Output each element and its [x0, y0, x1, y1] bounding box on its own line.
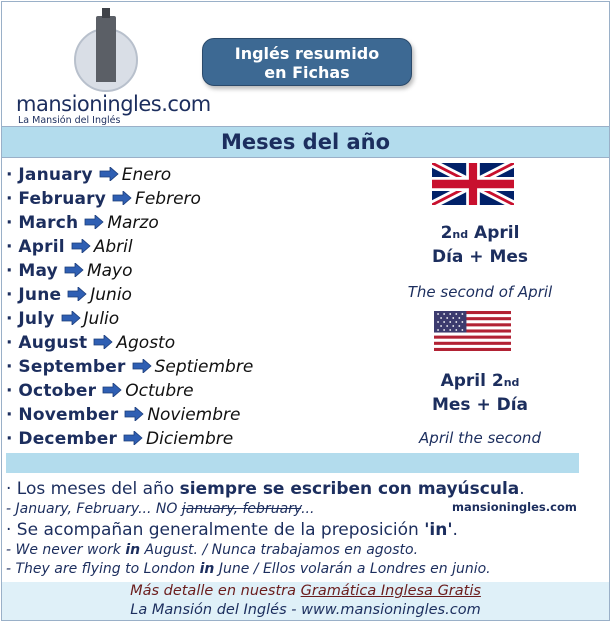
arrow-right-icon	[99, 167, 119, 181]
note-text: - We never work	[6, 542, 126, 558]
us-flag-icon	[434, 311, 511, 351]
month-row	[6, 379, 336, 403]
month-en: June	[18, 285, 62, 305]
note-emphasis: in	[125, 542, 141, 558]
note-text: · Los meses del año	[6, 479, 180, 499]
footer-text: Más detalle en nuestra	[130, 583, 301, 599]
bullet: ·	[6, 165, 19, 185]
bullet: ·	[6, 309, 19, 329]
note-text: August. / Nunca trabajamos en agosto.	[140, 542, 419, 558]
us-order: Mes + Día	[431, 395, 529, 415]
bullet: ·	[6, 429, 19, 449]
month-es: Abril	[93, 237, 133, 257]
page-title: Meses del año	[2, 126, 609, 158]
arrow-right-icon	[132, 359, 152, 373]
arrow-right-icon	[123, 431, 143, 445]
month-en: September	[18, 357, 126, 377]
month-row	[6, 259, 336, 283]
us-date	[380, 370, 580, 416]
note-text: .	[519, 479, 525, 499]
note-example-2	[6, 560, 606, 579]
bullet: ·	[6, 189, 19, 209]
note-strikethrough: january, february	[181, 501, 302, 517]
month-es: Enero	[121, 165, 172, 185]
note-text: - They are flying to London	[6, 561, 200, 577]
month-row	[6, 211, 336, 235]
month-en: December	[18, 429, 118, 449]
us-date-month: April	[440, 371, 486, 391]
logo[interactable]	[8, 10, 211, 126]
uk-date-sup: nd	[452, 228, 469, 241]
footer	[2, 582, 609, 620]
pill-line-1: Inglés resumido	[234, 44, 380, 63]
month-es: Diciembre	[146, 429, 234, 449]
month-en: October	[18, 381, 97, 401]
bullet: ·	[6, 333, 19, 353]
us-date-line	[380, 370, 580, 394]
month-row	[6, 403, 336, 427]
pill-line-2: en Fichas	[264, 63, 350, 82]
month-en: November	[18, 405, 119, 425]
note-emphasis: siempre se escriben con mayúscula	[179, 479, 520, 499]
tower-logo-icon	[74, 28, 138, 92]
grammar-link[interactable]: Gramática Inglesa Gratis	[300, 583, 481, 599]
note-text: .	[452, 520, 458, 540]
brand-name: mansioningles.com	[16, 92, 211, 116]
arrow-right-icon	[93, 335, 113, 349]
month-es: Octubre	[125, 381, 194, 401]
uk-reading: The second of April	[407, 283, 553, 301]
month-es: Mayo	[86, 261, 133, 281]
month-en: May	[18, 261, 58, 281]
month-en: August	[18, 333, 88, 353]
arrow-right-icon	[124, 407, 144, 421]
note-preposition	[6, 519, 606, 541]
month-row	[6, 307, 336, 331]
month-es: Junio	[90, 285, 132, 305]
notes	[6, 478, 606, 579]
arrow-right-icon	[84, 215, 104, 229]
arrow-right-icon	[71, 239, 91, 253]
month-en: February	[18, 189, 107, 209]
note-text: June / Ellos volarán a Londres en junio.	[214, 561, 491, 577]
month-es: Marzo	[107, 213, 159, 233]
uk-date-month: April	[474, 223, 520, 243]
arrow-right-icon	[67, 287, 87, 301]
bullet: ·	[6, 261, 19, 281]
month-en: March	[18, 213, 79, 233]
month-en: July	[18, 309, 55, 329]
month-es: Julio	[83, 309, 120, 329]
month-row	[6, 235, 336, 259]
month-row	[6, 355, 336, 379]
month-row	[6, 283, 336, 307]
header-pill	[202, 38, 412, 86]
month-en: January	[18, 165, 93, 185]
uk-date-line	[380, 222, 580, 246]
footer-line-1	[2, 582, 609, 601]
watermark-site: mansioningles.com	[452, 500, 577, 514]
month-en: April	[18, 237, 65, 257]
us-reading: April the second	[419, 429, 541, 447]
bullet: ·	[6, 237, 19, 257]
arrow-right-icon	[102, 383, 122, 397]
month-es: Noviembre	[147, 405, 241, 425]
bullet: ·	[6, 405, 19, 425]
month-row	[6, 187, 336, 211]
uk-flag-icon	[432, 163, 514, 205]
brand-tagline: La Mansión del Inglés	[18, 115, 121, 126]
uk-order: Día + Mes	[431, 247, 529, 267]
us-date-sup: nd	[503, 376, 520, 389]
uk-date	[380, 222, 580, 268]
arrow-right-icon	[61, 311, 81, 325]
month-es: Agosto	[116, 333, 176, 353]
bullet: ·	[6, 213, 19, 233]
note-emphasis: in	[199, 561, 215, 577]
bullet: ·	[6, 357, 19, 377]
month-row	[6, 163, 336, 187]
us-date-num: 2	[491, 371, 504, 391]
note-example-1	[6, 541, 606, 560]
bullet: ·	[6, 381, 19, 401]
divider-bar	[6, 453, 579, 473]
arrow-right-icon	[64, 263, 84, 277]
note-text: ...	[301, 501, 315, 517]
month-row	[6, 331, 336, 355]
note-emphasis: 'in'	[424, 520, 453, 540]
month-es: Febrero	[135, 189, 201, 209]
arrow-right-icon	[112, 191, 132, 205]
month-row	[6, 427, 336, 451]
months-list	[6, 163, 336, 451]
note-capitalization	[6, 478, 606, 500]
month-es: Septiembre	[154, 357, 254, 377]
note-text: · Se acompañan generalmente de la preposición	[6, 520, 425, 540]
footer-line-2: La Mansión del Inglés - www.mansioningles.com	[130, 602, 481, 618]
bullet: ·	[6, 285, 19, 305]
uk-date-num: 2	[440, 223, 453, 243]
note-text: - January, February... NO	[6, 501, 182, 517]
